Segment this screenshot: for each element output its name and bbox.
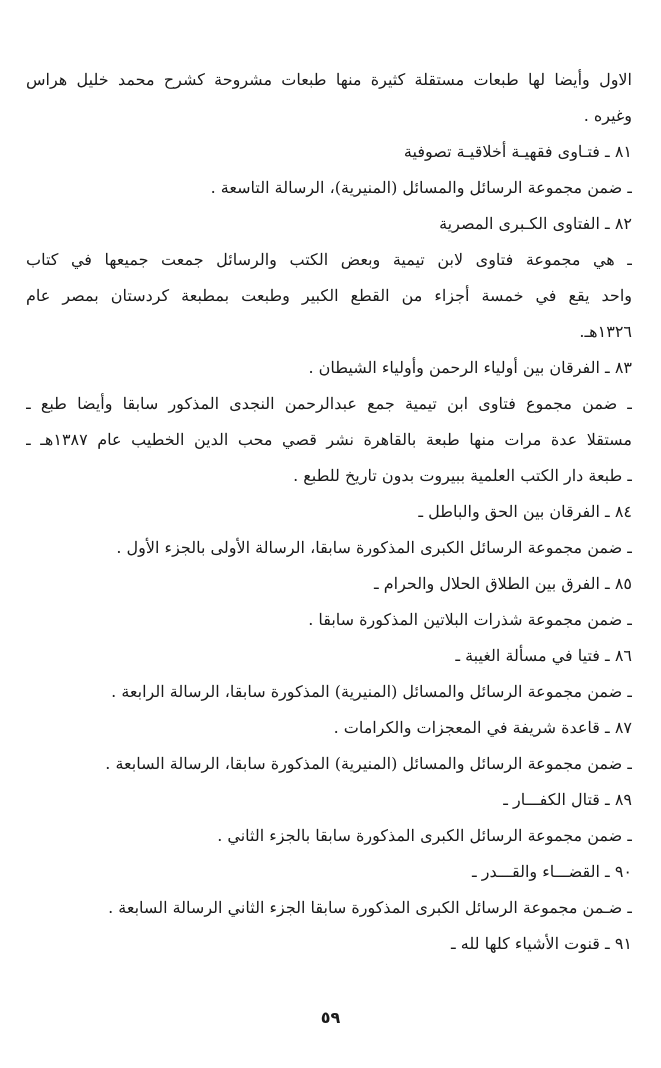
- text-line: ـ ضمن مجموعة الرسائل والمسائل (المنيرية)، الرسالة التاسعة .: [210, 178, 632, 197]
- page-number: ٥٩: [320, 1008, 341, 1027]
- text-line: ـ طبعة دار الكتب العلمية ببيروت بدون تاريخ للطبع .: [293, 466, 632, 485]
- document-body: [26, 62, 632, 962]
- entry-heading: ٩٠ ـ القضـــاء والقـــدر ـ: [472, 862, 632, 881]
- entry-heading: ٨٥ ـ الفرق بين الطلاق الحلال والحرام ـ: [373, 574, 632, 593]
- entry-heading: ٨١ ـ فتـاوى فقهيـة أخلاقيـة تصوفية: [403, 142, 632, 161]
- text-line: ـ ضمن مجموعة شذرات البلاتين المذكورة سابقا .: [308, 610, 632, 629]
- entry-heading: ٩١ ـ قنوت الأشياء كلها لله ـ: [451, 934, 632, 953]
- text-line: ـ ضمن مجموعة الرسائل والمسائل (المنيرية) المذكورة سابقا، الرسالة الرابعة .: [111, 682, 632, 701]
- text-line: ـ ضـمن مجموعة الرسائل الكبرى المذكورة سابقا الجزء الثاني الرسالة السابعة .: [108, 898, 632, 917]
- text-line: ١٣٢٦هـ.: [579, 322, 632, 341]
- entry-heading: ٨٢ ـ الفتاوى الكـبرى المصرية: [439, 214, 632, 233]
- entry-heading: ٨٦ ـ فتيا في مسألة الغيبة ـ: [455, 646, 632, 665]
- text-line: ـ ضمن مجموعة الرسائل الكبرى المذكورة سابقا بالجزء الثاني .: [217, 826, 632, 845]
- text-line: وغيره .: [583, 106, 632, 125]
- text-line: ـ ضمن مجموع فتاوى ابن تيمية جمع عبدالرحمن النجدى المذكور سابقا وأيضا طبع ـ: [26, 394, 632, 413]
- entry-heading: ٨٣ ـ الفرقان بين أولياء الرحمن وأولياء الشيطان .: [308, 358, 632, 377]
- text-line: ـ ضمن مجموعة الرسائل والمسائل (المنيرية) المذكورة سابقا، الرسالة السابعة .: [105, 754, 632, 773]
- text-line: الاول وأيضا لها طبعات مستقلة كثيرة منها طبعات مشروحة كشرح محمد خليل هراس: [26, 70, 632, 89]
- text-line: مستقلا عدة مرات منها طبعة بالقاهرة نشر قصي محب الدين الخطيب عام ١٣٨٧هـ ـ: [26, 430, 632, 449]
- text-line: ـ هي مجموعة فتاوى لابن تيمية وبعض الكتب والرسائل جمعت جميعها في كتاب: [26, 250, 632, 269]
- entry-heading: ٨٧ ـ قاعدة شريفة في المعجزات والكرامات .: [333, 718, 632, 737]
- entry-heading: ٨٩ ـ قتال الكفـــار ـ: [503, 790, 632, 809]
- entry-heading: ٨٤ ـ الفرقان بين الحق والباطل ـ: [418, 502, 632, 521]
- text-line: واحد يقع في خمسة أجزاء من القطع الكبير وطبعت بمطبعة كردستان بمصر عام: [26, 286, 632, 305]
- text-line: ـ ضمن مجموعة الرسائل الكبرى المذكورة سابقا، الرسالة الأولى بالجزء الأول .: [116, 538, 632, 557]
